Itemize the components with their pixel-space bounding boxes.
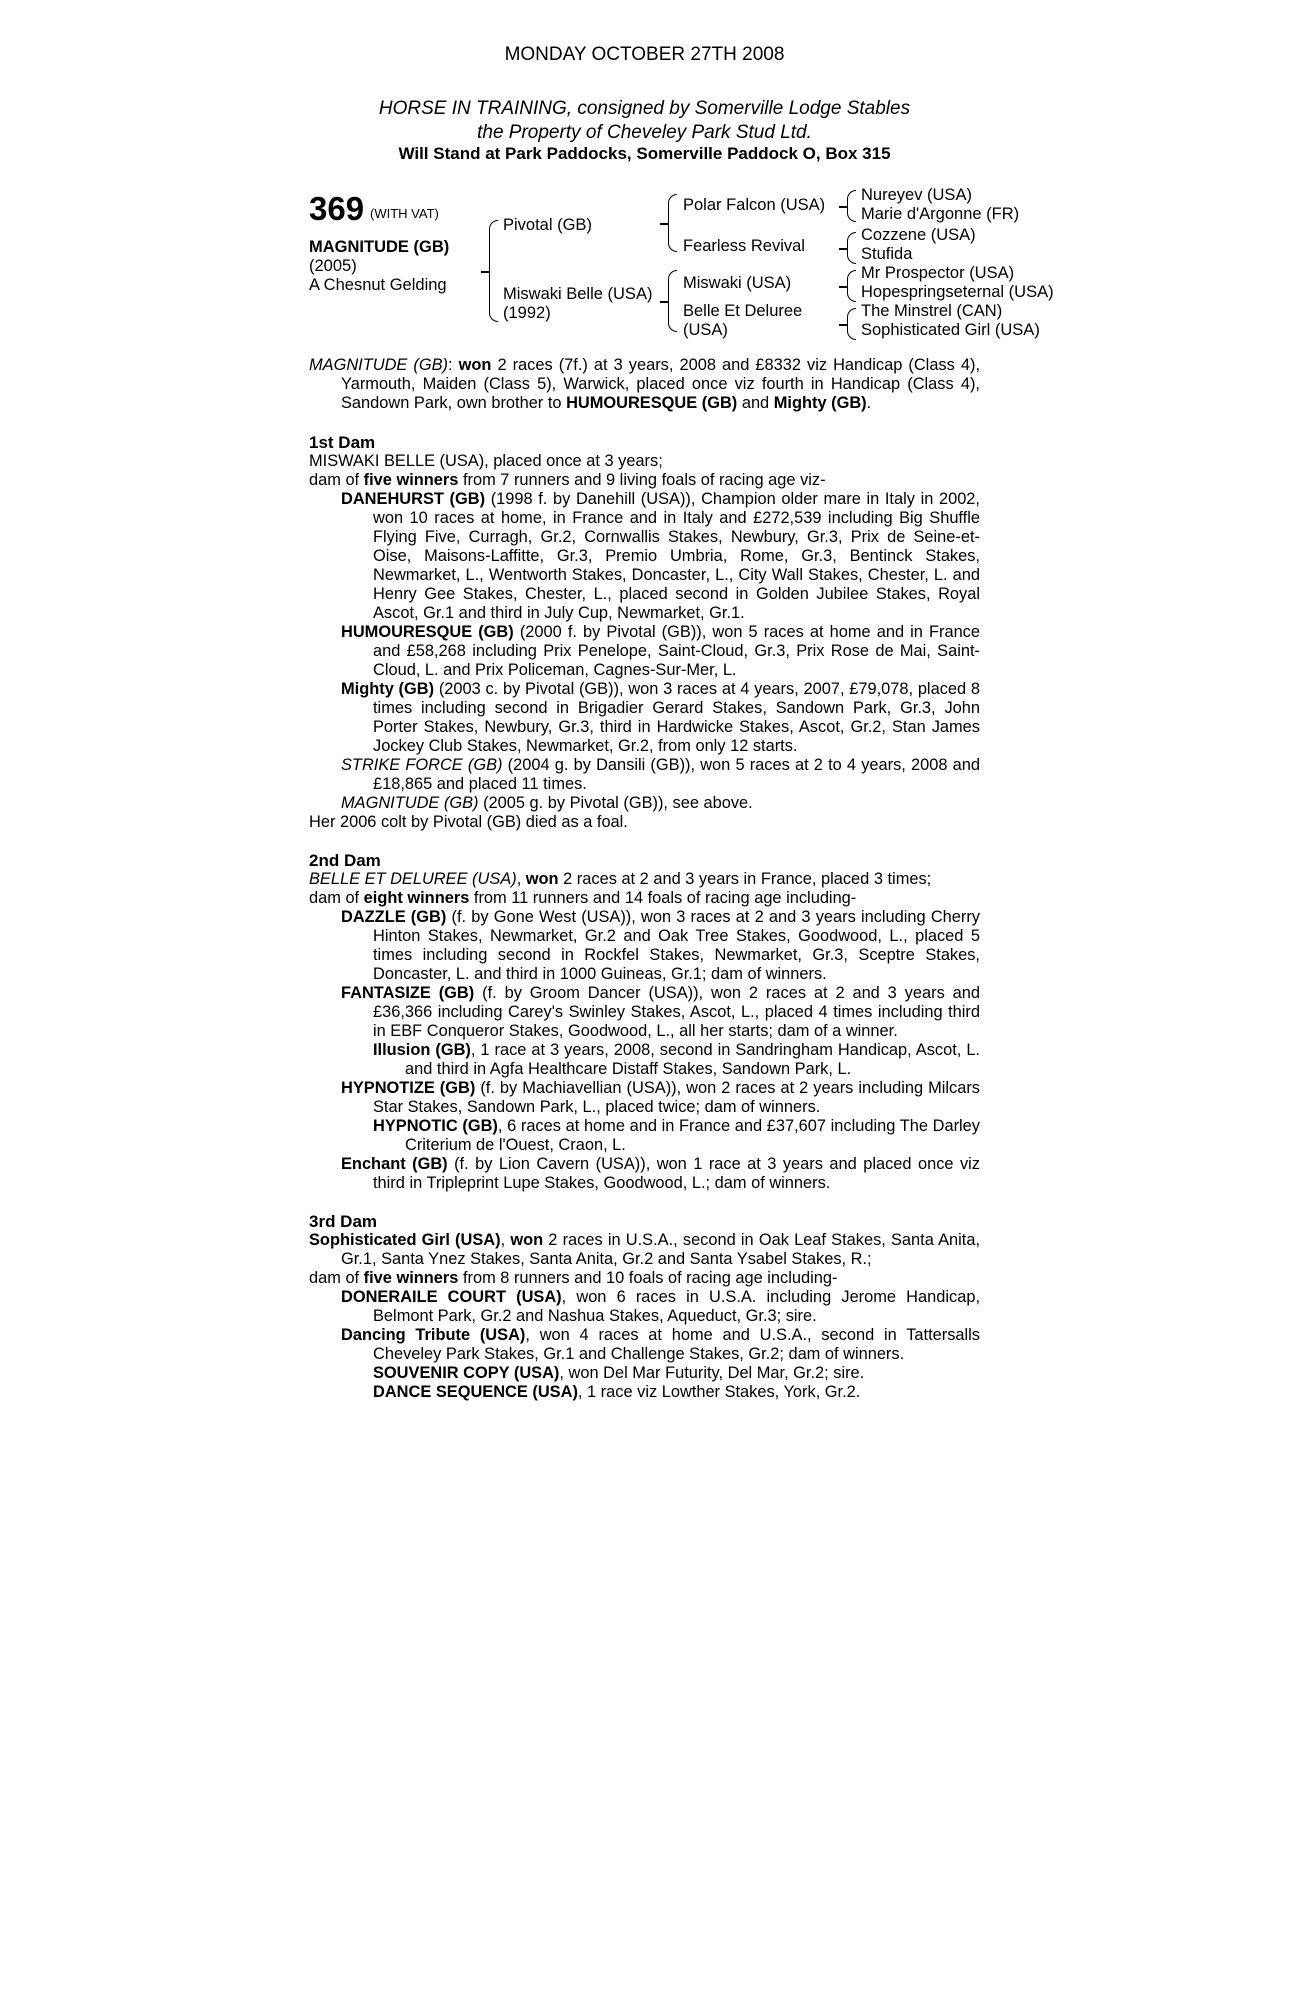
produce-entry: HUMOURESQUE (GB) (2000 f. by Pivotal (GB)), won 5 races at home and in France and £58,268 including Prix Penelope, Saint-Cloud, Gr.3, Prix Rose de Mai, Saint-Cloud, L. and Prix Policeman, Cagnes-Sur-Mer, L. xyxy=(341,623,980,679)
third-dam-summary: dam of five winners from 8 runners and 10 foals of racing age including- xyxy=(309,1269,838,1287)
sire-dam: Fearless Revival xyxy=(683,237,805,255)
produce-entry: Enchant (GB) (f. by Lion Cavern (USA)), won 1 race at 3 years and placed once viz third in Tripleprint Lupe Stakes, Goodwood, L.; dam of winners. xyxy=(341,1155,980,1192)
sire-dam-sire: Cozzene (USA) xyxy=(861,226,976,244)
lot-number: 369 xyxy=(309,190,365,227)
second-dam-heading: 2nd Dam xyxy=(309,851,381,870)
consignor-line: HORSE IN TRAINING, consigned by Somerville Lodge Stables xyxy=(378,98,911,119)
dam-sire: Miswaki (USA) xyxy=(683,274,792,292)
produce-entry: DANCE SEQUENCE (USA), 1 race viz Lowther Stakes, York, Gr.2. xyxy=(373,1383,861,1401)
catalogue-body xyxy=(309,356,980,1402)
dam-dam-country: (USA) xyxy=(683,321,728,339)
dam-sire-dam: Hopespringseternal (USA) xyxy=(861,283,1054,301)
dam-sire-sire: Mr Prospector (USA) xyxy=(861,264,1015,282)
produce-entry: Illusion (GB), 1 race at 3 years, 2008, second in Sandringham Handicap, Ascot, L. and third in Agfa Healthcare Distaff Stakes, Sandown Park, L. xyxy=(373,1041,980,1078)
produce-entry: DANEHURST (GB) (1998 f. by Danehill (USA)), Champion older mare in Italy in 2002, won 10 races at home, in France and in Italy and £272,539 including Big Shuffle Flying Five, Curragh, Gr.2, Cornwallis Stakes, Newbury, Gr.3, Prix de Seine-et-Oise, Maisons-Laffitte, Gr.3, Premio Umbria, Rome, Gr.3, Bentinck Stakes, Newmarket, L., Wentworth Stakes, Doncaster, L., City Wall Stakes, Chester, L. and Henry Gee Stakes, Chester, L., placed second in Golden Jubilee Stakes, Royal Ascot, Gr.1 and third in July Cup, Newmarket, Gr.1. xyxy=(341,490,980,622)
second-dam-summary: dam of eight winners from 11 runners and 14 foals of racing age including- xyxy=(309,889,857,907)
owner-line: the Property of Cheveley Park Stud Ltd. xyxy=(477,122,812,143)
sire-sire-dam: Marie d'Argonne (FR) xyxy=(861,205,1020,223)
first-dam-line: MISWAKI BELLE (USA), placed once at 3 years; xyxy=(309,452,663,470)
third-dam-line: Sophisticated Girl (USA), won 2 races in U.S.A., second in Oak Leaf Stakes, Santa Anita, Gr.1, Santa Ynez Stakes, Santa Anita, Gr.2 and Santa Ysabel Stakes, R.; xyxy=(309,1231,981,1268)
third-dam-heading: 3rd Dam xyxy=(309,1212,378,1231)
horse-description: A Chesnut Gelding xyxy=(309,276,447,294)
sire-sire: Polar Falcon (USA) xyxy=(683,196,826,214)
dam-year: (1992) xyxy=(503,304,551,322)
pedigree-brace xyxy=(489,220,498,322)
dam-dam-sire: The Minstrel (CAN) xyxy=(861,302,1003,320)
foaling-year: (2005) xyxy=(309,257,357,275)
first-dam-footer: Her 2006 colt by Pivotal (GB) died as a foal. xyxy=(309,813,628,831)
pedigree-brace xyxy=(847,232,856,264)
produce-entry: Dancing Tribute (USA), won 4 races at home and U.S.A., second in Tattersalls Cheveley Park Stakes, Gr.1 and Challenge Stakes, Gr.2; dam of winners. xyxy=(341,1326,980,1363)
vat-note: (WITH VAT) xyxy=(370,206,439,221)
produce-entry: STRIKE FORCE (GB) (2004 g. by Dansili (GB)), won 5 races at 2 to 4 years, 2008 and £18,865 and placed 11 times. xyxy=(341,756,980,793)
produce-entry: HYPNOTIZE (GB) (f. by Machiavellian (USA)), won 2 races at 2 years including Milcars Star Stakes, Sandown Park, L., placed twice; dam of winners. xyxy=(341,1079,980,1116)
produce-entry: MAGNITUDE (GB) (2005 g. by Pivotal (GB)), see above. xyxy=(341,794,753,812)
dam: Miswaki Belle (USA) xyxy=(503,285,653,303)
horse-name: MAGNITUDE (GB) xyxy=(309,238,450,256)
dam-dam-dam: Sophisticated Girl (USA) xyxy=(861,321,1040,339)
produce-entry: DONERAILE COURT (USA), won 6 races in U.S.A. including Jerome Handicap, Belmont Park, Gr.2 and Nashua Stakes, Aqueduct, Gr.3; sire. xyxy=(341,1288,980,1325)
pedigree-brace xyxy=(668,194,677,252)
produce-entry: Mighty (GB) (2003 c. by Pivotal (GB)), won 3 races at 4 years, 2007, £79,078, placed 8 times including second in Brigadier Gerard Stakes, Sandown Park, Gr.3, John Porter Stakes, Newbury, Gr.3, third in Hardwicke Stakes, Ascot, Gr.2, Stan James Jockey Club Stakes, Newmarket, Gr.2, from only 12 starts. xyxy=(341,680,980,755)
first-dam-summary: dam of five winners from 7 runners and 9 living foals of racing age viz- xyxy=(309,471,826,489)
second-dam-line: BELLE ET DELUREE (USA), won 2 races at 2 and 3 years in France, placed 3 times; xyxy=(309,870,932,888)
sire: Pivotal (GB) xyxy=(503,216,592,234)
pedigree-brace xyxy=(847,270,856,302)
sire-sire-sire: Nureyev (USA) xyxy=(861,186,972,204)
produce-entry: FANTASIZE (GB) (f. by Groom Dancer (USA)), won 2 races at 2 and 3 years and £36,366 including Carey's Swinley Stakes, Ascot, L., placed 4 times including third in EBF Conqueror Stakes, Goodwood, L., all her starts; dam of a winner. xyxy=(341,984,980,1040)
first-dam-heading: 1st Dam xyxy=(309,433,376,452)
pedigree-brace xyxy=(847,190,856,222)
dam-dam: Belle Et Deluree xyxy=(683,302,803,320)
stand-line: Will Stand at Park Paddocks, Somerville Paddock O, Box 315 xyxy=(398,144,891,163)
produce-entry: DAZZLE (GB) (f. by Gone West (USA)), won 3 races at 2 and 3 years including Cherry Hinton Stakes, Newmarket, Gr.2 and Oak Tree Stakes, Goodwood, L., placed 5 times including second in Rockfel Stakes, Newmarket, Gr.3, Sceptre Stakes, Doncaster, L. and third in 1000 Guineas, Gr.1; dam of winners. xyxy=(341,908,980,983)
sale-date: MONDAY OCTOBER 27TH 2008 xyxy=(504,44,785,65)
horse-record: MAGNITUDE (GB): won 2 races (7f.) at 3 years, 2008 and £8332 viz Handicap (Class 4), Yarmouth, Maiden (Class 5), Warwick, placed once viz fourth in Handicap (Class 4), Sandown Park, own brother to HUMOURESQUE (GB) and Mighty (GB). xyxy=(309,356,980,412)
pedigree-brace xyxy=(668,270,677,332)
sire-dam-dam: Stufida xyxy=(861,245,913,263)
pedigree-brace xyxy=(847,308,856,340)
produce-entry: SOUVENIR COPY (USA), won Del Mar Futurity, Del Mar, Gr.2; sire. xyxy=(373,1364,865,1382)
produce-entry: HYPNOTIC (GB), 6 races at home and in France and £37,607 including The Darley Criterium de l'Ouest, Craon, L. xyxy=(373,1117,980,1154)
